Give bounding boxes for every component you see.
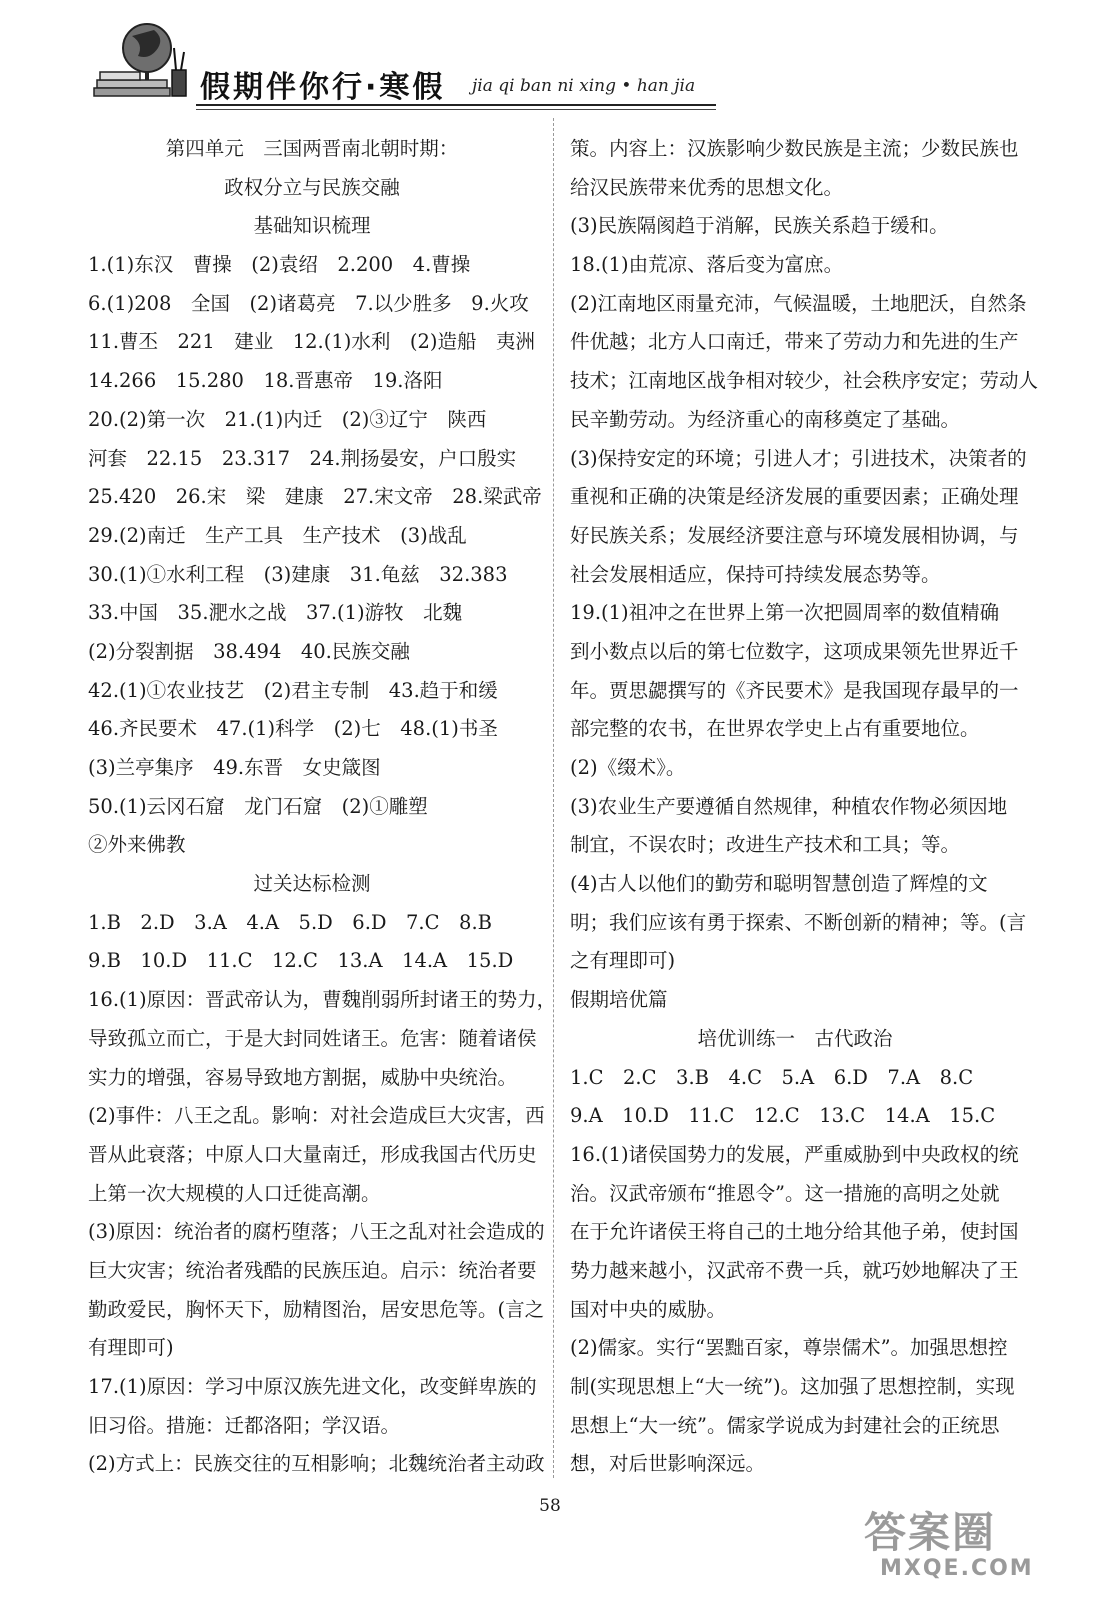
answer-line: (4)古人以他们的勤劳和聪明智慧创造了辉煌的文 — [570, 872, 988, 896]
answer-line: 17.(1)原因：学习中原汉族先进文化，改变鲜卑族的 — [88, 1375, 537, 1398]
watermark-url: MXQE.COM — [880, 1556, 1034, 1581]
answer-line: 29.(2)南迁 生产工具 生产技术 (3)战乱 — [88, 523, 467, 547]
answer-line: (2)分裂割据 38.494 40.民族交融 — [88, 639, 410, 663]
answer-line: 部完整的农书，在世界农学史上占有重要地位。 — [570, 717, 980, 741]
answer-line: 之有理即可) — [570, 949, 676, 973]
answer-line: 想，对后世影响深远。 — [570, 1452, 766, 1476]
answer-line: 42.(1)①农业技艺 (2)君主专制 43.趋于和缓 — [88, 678, 498, 702]
answer-line: 33.中国 35.淝水之战 37.(1)游牧 北魏 — [88, 601, 463, 625]
header-rule-thin — [196, 109, 716, 110]
section-heading: 政权分立与民族交融 — [224, 175, 400, 199]
answer-line: 16.(1)原因：晋武帝认为，曹魏削弱所封诸王的势力， — [88, 988, 557, 1012]
answer-line: 20.(2)第一次 21.(1)内迁 (2)③辽宁 陕西 — [88, 407, 487, 431]
answer-line: (2)方式上：民族交往的互相影响；北魏统治者主动政 — [88, 1452, 545, 1476]
globe-and-books-icon — [92, 18, 192, 102]
answer-line: 18.(1)由荒凉、落后变为富庶。 — [570, 253, 844, 277]
answer-line: 好民族关系；发展经济要注意与环境发展相协调，与 — [570, 523, 1019, 547]
page-number: 58 — [539, 1496, 561, 1516]
answer-line: 16.(1)诸侯国势力的发展，严重威胁到中央政权的统 — [570, 1142, 1019, 1166]
section-heading: 培优训练一 古代政治 — [697, 1026, 893, 1050]
answer-line: 在于允许诸侯王将自己的土地分给其他子弟，使封国 — [570, 1220, 1019, 1244]
section-heading: 基础知识梳理 — [253, 214, 371, 238]
answer-line: 制宜，不误农时；改进生产技术和工具；等。 — [570, 833, 961, 857]
answer-line: 1.B 2.D 3.A 4.A 5.D 6.D 7.C 8.B — [88, 910, 492, 934]
answer-line: 给汉民族带来优秀的思想文化。 — [570, 175, 844, 199]
answer-line: 技术；江南地区战争相对较少，社会秩序安定；劳动人 — [570, 369, 1039, 393]
series-title: 假期伴你行·寒假 — [200, 70, 446, 105]
answer-line: 国对中央的威胁。 — [570, 1297, 727, 1321]
answer-line: 25.420 26.宋 梁 建康 27.宋文帝 28.梁武帝 — [88, 485, 542, 509]
answer-line: 1.(1)东汉 曹操 (2)袁绍 2.200 4.曹操 — [88, 253, 471, 277]
answer-line: 9.A 10.D 11.C 12.C 13.C 14.A 15.C — [570, 1104, 996, 1128]
answer-line: 有理即可) — [88, 1336, 174, 1360]
answer-line: 上第一次大规模的人口迁徙高潮。 — [88, 1181, 381, 1205]
site-watermark — [858, 1500, 1058, 1590]
answer-line: (2)儒家。实行“罢黜百家，尊崇儒术”。加强思想控 — [570, 1336, 1008, 1360]
answer-line: 年。贾思勰撰写的《齐民要术》是我国现存最早的一 — [570, 678, 1019, 702]
answer-line: 民辛勤劳动。为经济重心的南移奠定了基础。 — [570, 407, 961, 431]
answer-line: 勤政爱民，胸怀天下，励精图治，居安思危等。(言之 — [88, 1297, 545, 1321]
answer-line: 策。内容上：汉族影响少数民族是主流；少数民族也 — [570, 137, 1019, 160]
right-column — [570, 130, 1039, 1484]
answer-line: 件优越；北方人口南迁，带来了劳动力和先进的生产 — [570, 330, 1019, 354]
answer-line: (3)兰亭集序 49.东晋 女史箴图 — [88, 756, 381, 779]
page-header — [0, 0, 1094, 110]
section-heading: 过关达标检测 — [253, 872, 371, 896]
answer-line: 到小数点以后的第七位数字，这项成果领先世界近千 — [570, 639, 1019, 663]
answer-line: 巨大灾害；统治者残酷的民族压迫。启示：统治者要 — [88, 1258, 537, 1282]
answer-line: 势力越来越小，汉武帝不费一兵，就巧妙地解决了王 — [570, 1258, 1019, 1282]
header-rule — [196, 104, 716, 106]
answer-line: (3)原因：统治者的腐朽堕落；八王之乱对社会造成的 — [88, 1220, 545, 1244]
series-title-pinyin: jia qi ban ni xing • han jia — [472, 76, 696, 96]
answer-line: (2)《缀术》。 — [570, 756, 686, 779]
answer-line: 50.(1)云冈石窟 龙门石窟 (2)①雕塑 — [88, 794, 428, 818]
answer-line: 14.266 15.280 18.晋惠帝 19.洛阳 — [88, 369, 443, 393]
answer-line: 11.曹丕 221 建业 12.(1)水利 (2)造船 夷洲 — [88, 330, 535, 354]
answer-line: (3)民族隔阂趋于消解，民族关系趋于缓和。 — [570, 214, 949, 238]
answer-line: 重视和正确的决策是经济发展的重要因素；正确处理 — [570, 485, 1019, 509]
answer-line: 明；我们应该有勇于探索、不断创新的精神；等。(言 — [570, 910, 1027, 934]
answer-line: 旧习俗。措施：迁都洛阳；学汉语。 — [88, 1413, 401, 1437]
answer-line: (3)保持安定的环境；引进人才；引进技术，决策者的 — [570, 446, 1027, 470]
section-heading: 第四单元 三国两晋南北朝时期： — [165, 137, 459, 160]
answer-line: 河套 22.15 23.317 24.荆扬晏安，户口殷实 — [88, 446, 517, 470]
answer-line: 6.(1)208 全国 (2)诸葛亮 7.以少胜多 9.火攻 — [88, 291, 529, 315]
answer-line: 社会发展相适应，保持可持续发展态势等。 — [570, 562, 941, 586]
answer-line: 实力的增强，容易导致地方割据，威胁中央统治。 — [88, 1065, 518, 1089]
watermark-logo-text: 答案圈 — [864, 1508, 997, 1557]
answer-line: 1.C 2.C 3.B 4.C 5.A 6.D 7.A 8.C — [570, 1065, 974, 1089]
answer-line: 30.(1)①水利工程 (3)建康 31.龟兹 32.383 — [88, 562, 508, 586]
answer-line: 9.B 10.D 11.C 12.C 13.A 14.A 15.D — [88, 949, 514, 973]
answer-line: 治。汉武帝颁布“推恩令”。这一措施的高明之处就 — [570, 1181, 1000, 1205]
answer-line: (2)江南地区雨量充沛，气候温暖，土地肥沃，自然条 — [570, 291, 1027, 315]
answer-line: 假期培优篇 — [570, 988, 668, 1012]
answer-line: 19.(1)祖冲之在世界上第一次把圆周率的数值精确 — [570, 601, 1000, 625]
answer-line: (3)农业生产要遵循自然规律，种植农作物必须因地 — [570, 794, 1008, 818]
answer-line: (2)事件：八王之乱。影响：对社会造成巨大灾害，西 — [88, 1104, 545, 1128]
answer-line: 思想上“大一统”。儒家学说成为封建社会的正统思 — [570, 1413, 1000, 1437]
answer-line: 晋从此衰落；中原人口大量南迁，形成我国古代历史 — [88, 1142, 537, 1166]
answer-line: 46.齐民要术 47.(1)科学 (2)七 48.(1)书圣 — [88, 717, 498, 741]
left-column — [88, 130, 557, 1484]
answer-line: ②外来佛教 — [88, 833, 186, 857]
answer-line: 制(实现思想上“大一统”)。这加强了思想控制，实现 — [570, 1375, 1015, 1398]
answer-line: 导致孤立而亡，于是大封同姓诸王。危害：随着诸侯 — [88, 1026, 537, 1050]
column-divider — [553, 118, 554, 1478]
